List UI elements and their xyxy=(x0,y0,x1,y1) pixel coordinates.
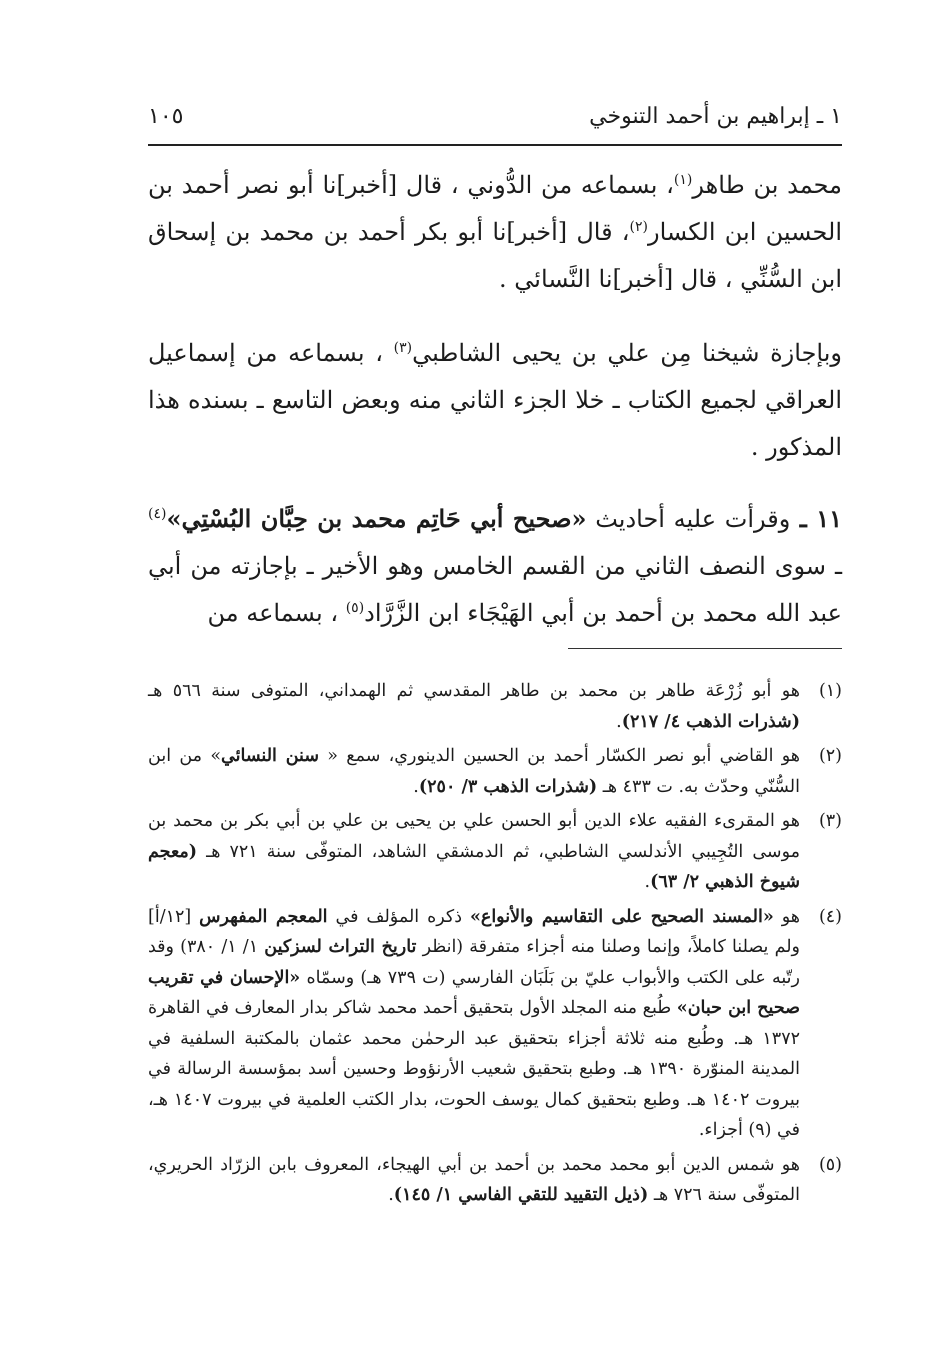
bold-text: (معجم شيوخ الذهبي ٢/ ٦٣) xyxy=(148,841,800,892)
bold-text: ١١ ـ xyxy=(790,504,842,533)
footnote-ref: (٤) xyxy=(148,506,167,522)
footnote-number: (٣) xyxy=(818,811,842,831)
footnote-text xyxy=(148,676,800,737)
text-run: ، بسماعه من الدُّوني ، قال [أخبر]نا أبو نصر أحمد بن الحسين ابن الكسار xyxy=(148,171,842,246)
footnote-number: (٥) xyxy=(818,1154,842,1175)
footnote-text xyxy=(148,806,800,898)
text-run: محمد بن طاهر xyxy=(692,171,843,199)
text-run: ، قال [أخبر]نا أبو بكر أحمد بن محمد بن إسحاق ابن السُّنِّي ، قال [أخبر]نا النَّسائي . xyxy=(148,218,842,293)
footnote-text xyxy=(148,902,800,1146)
text-run: ذكره المؤلف في xyxy=(327,906,470,927)
text-run: هو أبو زُرْعَة طاهر بن محمد بن طاهر المقدسي ثم الهمداني، المتوفى سنة ٥٦٦ هـ xyxy=(148,681,801,701)
text-run: هو القاضي أبو نصر الكسّار أحمد بن الحسين الدينوري، سمع « xyxy=(319,746,801,766)
text-run: » من ابن السُّنّي وحدّث به. ت ٤٣٣ هـ xyxy=(148,746,800,797)
footnote-text xyxy=(148,741,800,802)
footnote-separator xyxy=(568,648,842,649)
body-paragraph-1 xyxy=(148,162,842,303)
bold-text: تاريخ التراث لسزكين xyxy=(264,937,417,957)
text-run: ، بسماعه من xyxy=(207,599,346,627)
text-run: ، بسماعه من إسماعيل العراقي لجميع الكتاب ـ خلا الجزء الثاني منه وبعض التاسع ـ بسنده هذا المذكور . xyxy=(148,339,842,461)
text-run: وقرأت عليه أحاديث xyxy=(586,505,791,533)
body-paragraph-2 xyxy=(148,330,842,471)
text-run: هو xyxy=(773,906,800,927)
text-run: طُبع منه المجلد الأول بتحقيق أحمد محمد شاكر بدار المعارف في القاهرة ١٣٧٢ هـ. وطُبع منه ثلاثة أجزاء بتحقيق عبد الرحمٰن محمد عثمان بالمكتبة السلفية في المدينة المنوّرة ١٣٩٠ هـ. وطبع بتحقيق شعيب الأرنؤوط وحسين أسد بمؤسسة الرسالة في بيروت ١٤٠٢ هـ. وطبع بتحقيق كمال يوسف الحوت، بدار الكتب العلمية في بيروت ١٤٠٧ هـ، في (٩) أجزاء. xyxy=(148,998,801,1140)
bold-text: (ذيل التقييد للتقي الفاسي ١/ ١٤٥) xyxy=(393,1185,649,1205)
page-number: ١٠٥ xyxy=(148,103,184,129)
text-run: . xyxy=(388,1185,394,1205)
bold-text: (شذرات الذهب ٤/ ٢١٧) xyxy=(621,711,800,732)
bold-text: «صحيح أبي حَاتِم محمد بن حِبَّان البُسْتِي» xyxy=(166,504,587,533)
text-run: هو شمس الدين أبو محمد محمد بن أحمد بن أبي الهيجاء، المعروف بابن الزرّاد الحريري، المتوفّى سنة ٧٢٦ هـ xyxy=(148,1154,800,1205)
text-run: ١/ ١/ ٣٨٠) وقد رتّبه على الكتب والأبواب عليّ بن بَلَبَان الفارسي (ت ٧٣٩ هـ) وسمّاه xyxy=(148,937,800,988)
text-run: [١٢/أ] ولم يصلنا كاملاً، وإنما وصلنا منه أجزاء متفرقة (انظر xyxy=(148,906,800,957)
header-rule xyxy=(148,144,842,146)
running-header xyxy=(148,96,842,136)
footnote-ref: (١) xyxy=(673,172,693,188)
footnote xyxy=(148,902,842,1146)
footnotes xyxy=(148,676,842,1215)
footnote xyxy=(148,741,842,802)
footnote xyxy=(148,676,842,737)
footnote-number: (٢) xyxy=(818,746,842,766)
bold-text: «الإحسان في تقريب صحيح ابن حبان» xyxy=(148,967,800,1018)
footnote-text xyxy=(148,1150,800,1211)
bold-text: المعجم المفهرس xyxy=(199,906,328,927)
bold-text: «المسند الصحيح على التقاسيم والأنواع» xyxy=(469,906,774,927)
text-run: . xyxy=(644,872,651,892)
footnote-ref: (٢) xyxy=(629,219,648,235)
footnote xyxy=(148,1150,842,1211)
footnote-number: (٤) xyxy=(818,906,842,927)
text-run: . xyxy=(616,711,622,732)
text-run: ـ سوى النصف الثاني من القسم الخامس وهو الأخير ـ بإجازته من أبي عبد الله محمد بن أحمد بن أبي الهَيْجَاء ابن الزَّرَّاد xyxy=(148,552,842,627)
text-run: هو المقرىء الفقيه علاء الدين أبو الحسن علي بن يحيى بن علي بن أبي بكر بن محمد بن موسى التُجِيبي الأندلسي الشاطبي، ثم الدمشقي الشاهد، المتوفّى سنة ٧٢١ هـ xyxy=(148,811,800,862)
footnote xyxy=(148,806,842,898)
text-run: . xyxy=(413,776,419,797)
bold-text: (شذرات الذهب ٣/ ٢٥٠) xyxy=(418,776,598,797)
body-paragraph-3 xyxy=(148,495,842,637)
bold-text: سنن النسائي xyxy=(221,746,319,766)
footnote-ref: (٥) xyxy=(345,600,365,616)
text-run: وبإجازة شيخنا مِن علي بن يحيى الشاطبي xyxy=(412,339,842,367)
chapter-title: ١ ـ إبراهيم بن أحمد التنوخي xyxy=(589,103,842,129)
footnote-ref: (٣) xyxy=(393,340,413,356)
footnote-number: (١) xyxy=(818,681,842,701)
